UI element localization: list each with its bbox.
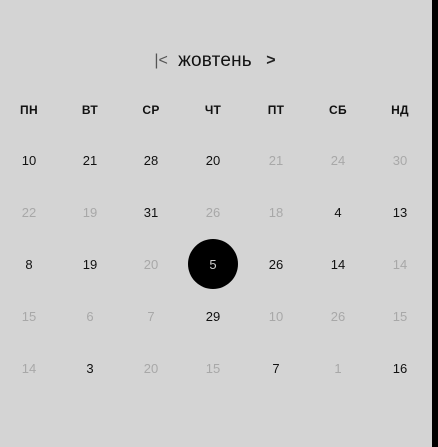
day-cell[interactable]: 8 <box>25 256 33 272</box>
day-cell[interactable]: 19 <box>82 204 98 220</box>
day-cell[interactable]: 7 <box>272 360 280 376</box>
weekday-header: ПТ <box>267 103 285 117</box>
weekday-header: ПН <box>20 103 38 117</box>
day-cell[interactable]: 19 <box>82 256 98 272</box>
day-cell[interactable]: 13 <box>392 204 408 220</box>
day-cell[interactable]: 26 <box>205 204 221 220</box>
day-cell[interactable]: 14 <box>21 360 37 376</box>
day-cell[interactable]: 15 <box>392 308 408 324</box>
day-cell[interactable]: 26 <box>330 308 346 324</box>
day-cell[interactable]: 14 <box>392 256 408 272</box>
day-cell[interactable]: 21 <box>268 152 284 168</box>
weekday-header: СР <box>142 103 160 117</box>
selected-day[interactable]: 5 <box>188 239 238 289</box>
day-cell[interactable]: 6 <box>86 308 94 324</box>
day-cell[interactable]: 24 <box>330 152 346 168</box>
day-cell[interactable]: 10 <box>268 308 284 324</box>
day-cell[interactable]: 18 <box>268 204 284 220</box>
day-cell[interactable]: 7 <box>147 308 155 324</box>
day-cell[interactable]: 20 <box>205 152 221 168</box>
day-cell[interactable]: 1 <box>334 360 342 376</box>
month-title: жовтень <box>178 50 252 71</box>
day-cell[interactable]: 31 <box>143 204 159 220</box>
day-cell[interactable]: 10 <box>21 152 37 168</box>
day-cell[interactable]: 3 <box>86 360 94 376</box>
day-cell[interactable]: 20 <box>143 256 159 272</box>
day-cell[interactable]: 14 <box>330 256 346 272</box>
day-cell[interactable]: 20 <box>143 360 159 376</box>
day-cell[interactable]: 22 <box>21 204 37 220</box>
day-cell[interactable]: 15 <box>21 308 37 324</box>
day-cell[interactable]: 28 <box>143 152 159 168</box>
day-cell[interactable]: 21 <box>82 152 98 168</box>
day-cell[interactable]: 30 <box>392 152 408 168</box>
weekday-header: НД <box>391 103 409 117</box>
next-month-icon[interactable]: > <box>266 52 276 69</box>
weekday-header: ВТ <box>81 103 99 117</box>
weekday-header: СБ <box>329 103 347 117</box>
weekday-header: ЧТ <box>204 103 222 117</box>
day-cell[interactable]: 16 <box>392 360 408 376</box>
day-cell[interactable]: 4 <box>334 204 342 220</box>
day-cell[interactable]: 29 <box>205 308 221 324</box>
day-cell[interactable]: 26 <box>268 256 284 272</box>
previous-month-icon[interactable]: |< <box>154 52 168 69</box>
day-cell[interactable]: 15 <box>205 360 221 376</box>
